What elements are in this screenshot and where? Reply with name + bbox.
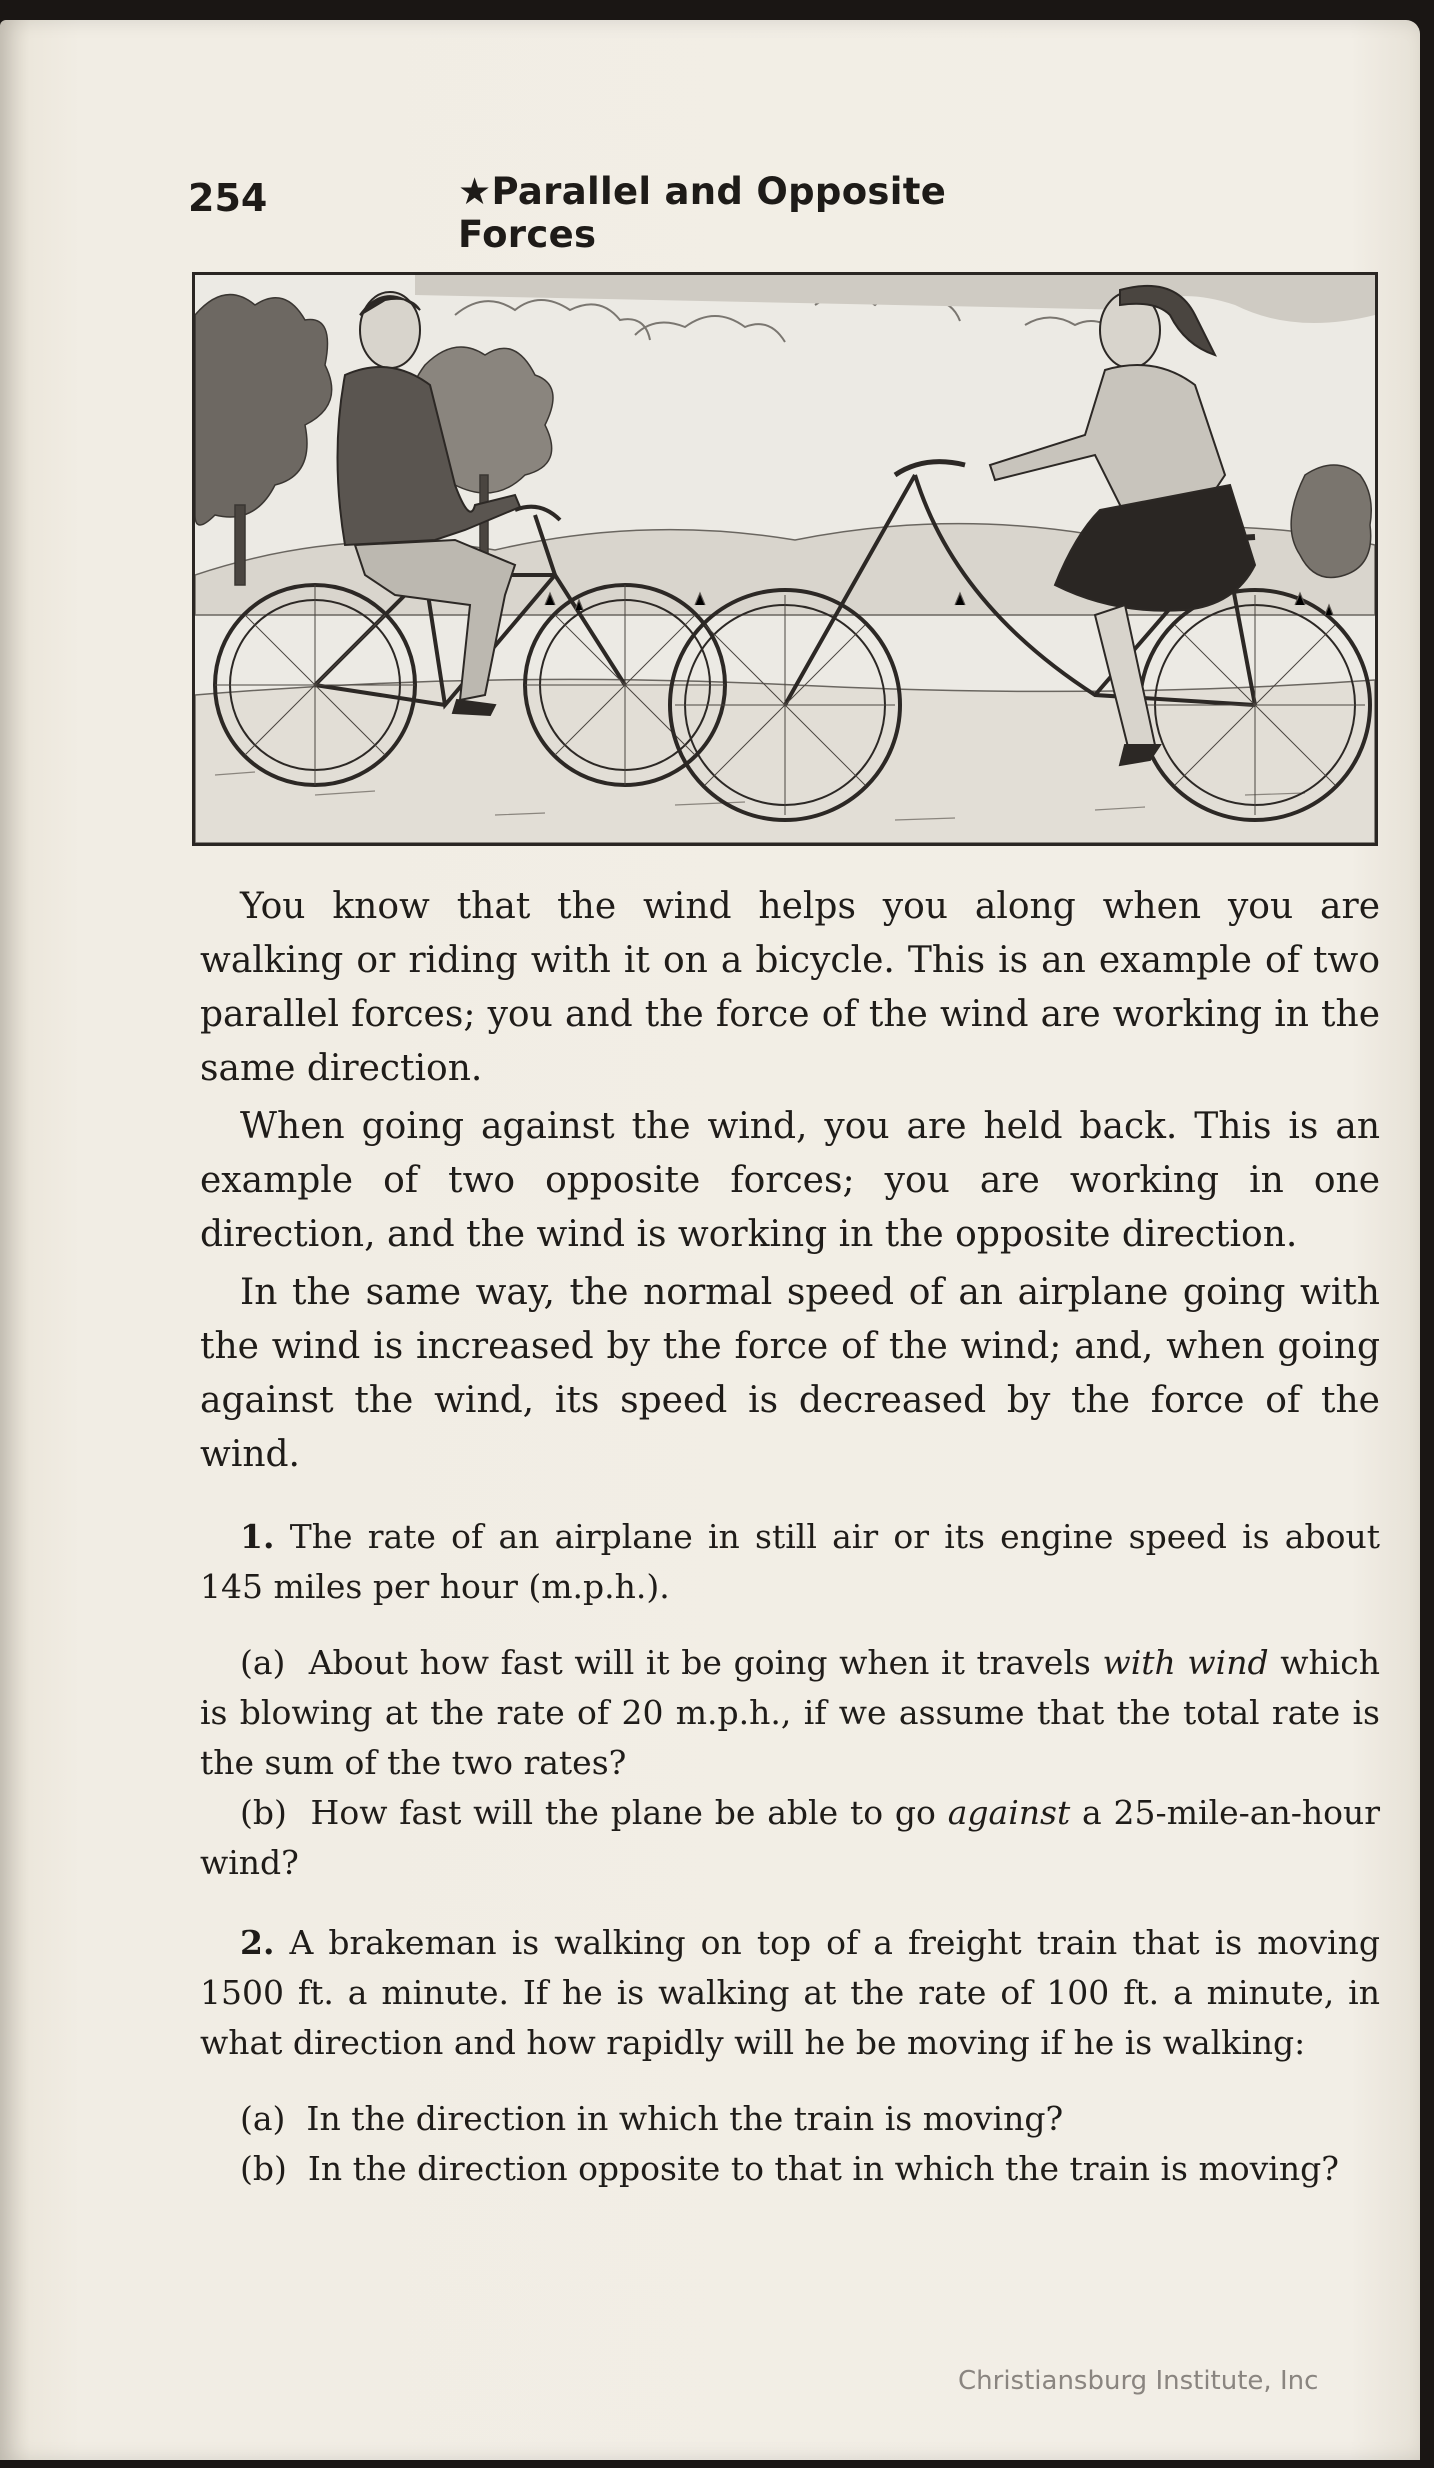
paragraph: When going against the wind, you are held back. This is an example of two opposite forces; you are working in one direction, and the wind is working in the opposite direction. (200, 1106, 1380, 1255)
problem-part (200, 2144, 1380, 2194)
problem-text: The rate of an airplane in still air or its engine speed is about 145 miles per hour (m.p.h.). (200, 1517, 1380, 1606)
part-text: In the direction opposite to that in which the train is moving? (307, 2149, 1339, 2188)
part-text: How fast will the plane be able to go (310, 1793, 948, 1832)
problem-2 (200, 1918, 1380, 2194)
problem-part (200, 1788, 1380, 1888)
problem-statement (200, 1918, 1380, 2068)
problem-1 (200, 1512, 1380, 1888)
part-emphasis: with wind (1102, 1643, 1269, 1682)
running-head: ★Parallel and Opposite Forces (458, 170, 947, 256)
part-text: About how fast will it be going when it travels (308, 1643, 1103, 1682)
part-emphasis: against (947, 1793, 1071, 1832)
part-label: (a) (240, 2099, 286, 2138)
page-number: 254 (188, 176, 268, 220)
problem-number: 2. (240, 1923, 275, 1962)
page-header (188, 170, 1088, 256)
part-label: (b) (240, 1793, 287, 1832)
part-label: (a) (240, 1643, 286, 1682)
book-page (0, 20, 1420, 2460)
paragraph: You know that the wind helps you along when you are walking or riding with it on a bicycle. This is an example of two parallel forces; you and the force of the wind are working in the same direction. (200, 886, 1380, 1089)
part-text: In the direction in which the train is moving? (306, 2099, 1064, 2138)
problem-text: A brakeman is walking on top of a freight train that is moving 1500 ft. a minute. If he is walking at the rate of 100 ft. a minute, in what direction and how rapidly will he be moving if he is walking: (200, 1923, 1380, 2062)
problem-number: 1. (240, 1517, 275, 1556)
watermark: Christiansburg Institute, Inc (958, 2366, 1319, 2396)
part-text-end: a 25-mile-an-hour wind? (200, 1793, 1380, 1882)
problem-statement (200, 1512, 1380, 1612)
two-cyclists-illustration (192, 272, 1378, 846)
problem-part (200, 2094, 1380, 2144)
page-body (200, 880, 1380, 2194)
part-label: (b) (240, 2149, 287, 2188)
paragraph: In the same way, the normal speed of an airplane going with the wind is increased by the force of the wind; and, when going against the wind, its speed is decreased by the force of the wind. (200, 1272, 1380, 1475)
problem-part (200, 1638, 1380, 1788)
part-text-end: which is blowing at the rate of 20 m.p.h., if we assume that the total rate is the sum of the two rates? (200, 1643, 1381, 1782)
